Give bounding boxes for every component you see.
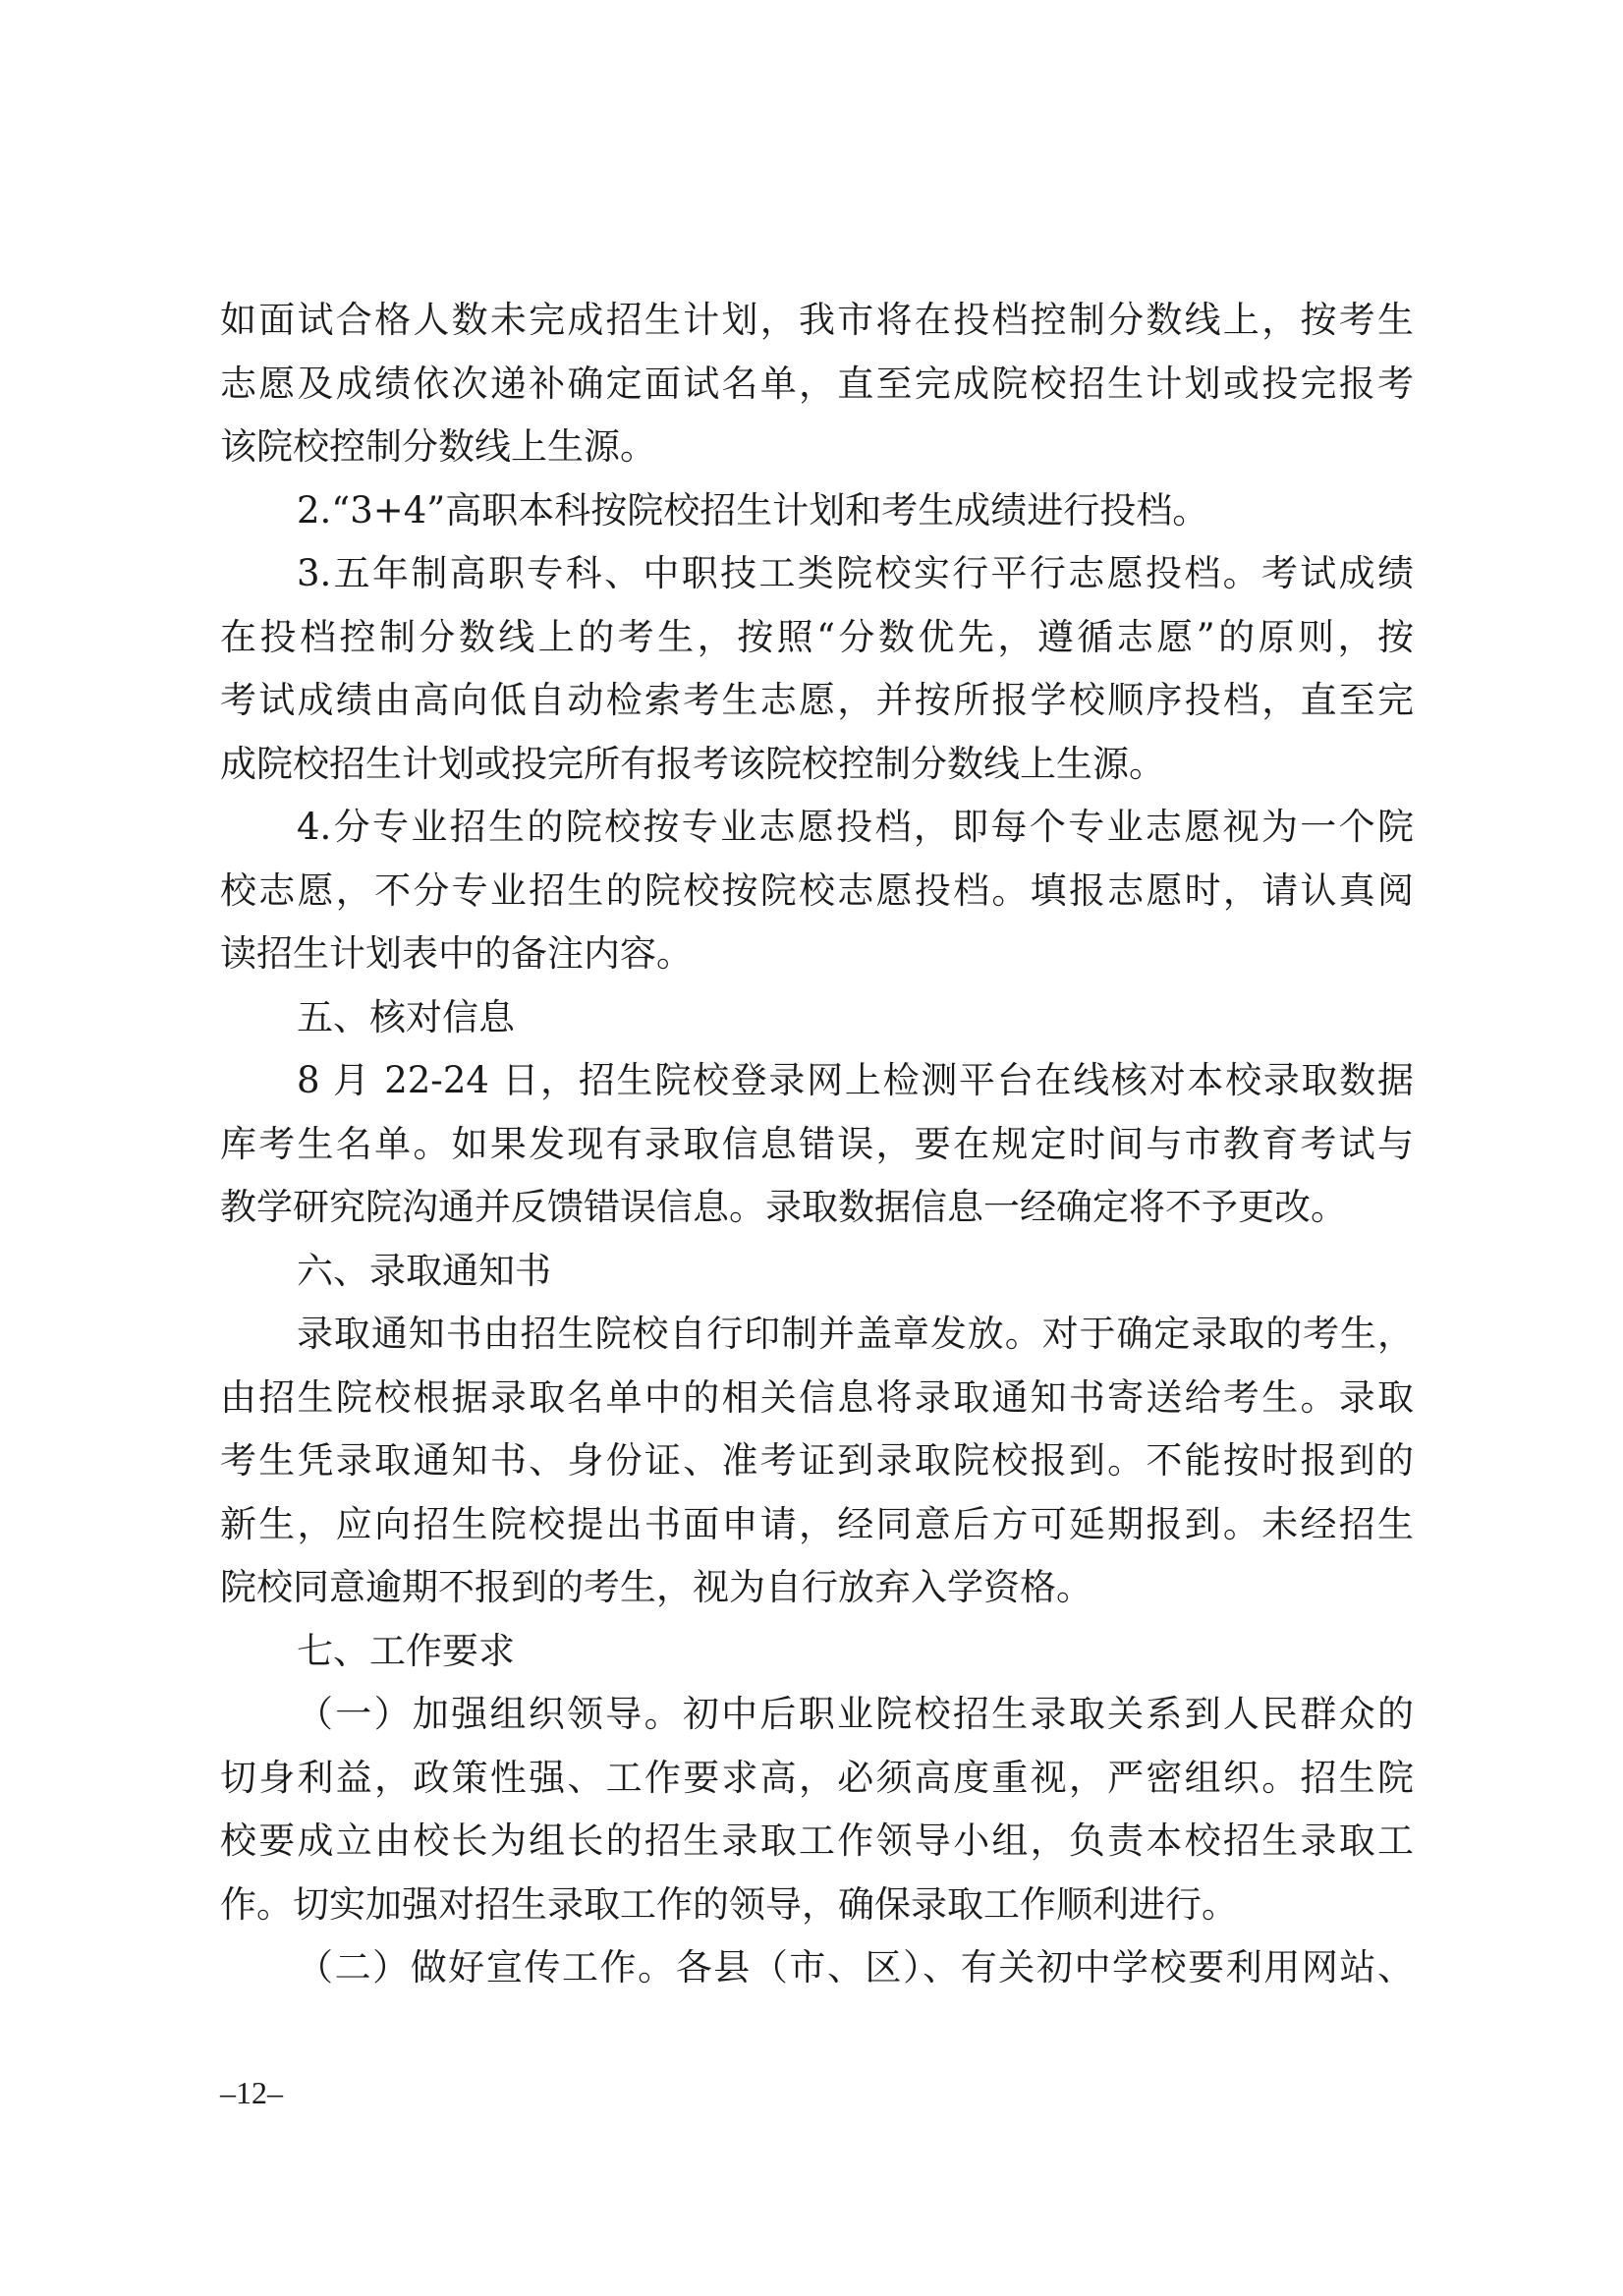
- paragraph-line: 由招生院校根据录取名单中的相关信息将录取通知书寄送给考生。录取: [220, 1375, 1414, 1419]
- paragraph-line: 如面试合格人数未完成招生计划，我市将在投档控制分数线上，按考生: [220, 299, 1414, 341]
- paragraph-line: 作。切实加强对招生录取工作的领导，确保录取工作顺利进行。: [220, 1882, 1238, 1926]
- paragraph-line: 4.分专业招生的院校按专业志愿投档，即每个专业志愿视为一个院: [297, 806, 1414, 848]
- paragraph-line: 校要成立由校长为组长的招生录取工作领导小组，负责本校招生录取工: [220, 1820, 1414, 1862]
- paragraph-line: 在投档控制分数线上的考生，按照“分数优先，遵循志愿”的原则，按: [220, 615, 1414, 658]
- page-number: –12–: [220, 2075, 283, 2110]
- section-heading-admission-notice: 六、录取通知书: [297, 1249, 551, 1292]
- section-heading-verify-info: 五、核对信息: [297, 995, 515, 1038]
- paragraph-line: 新生，应向招生院校提出书面申请，经同意后方可延期报到。未经招生: [220, 1502, 1414, 1545]
- paragraph-line: 2.“3+4”高职本科按院校招生计划和考生成绩进行投档。: [297, 488, 1209, 532]
- paragraph-line: 教学研究院沟通并反馈错误信息。录取数据信息一经确定将不予更改。: [220, 1186, 1347, 1228]
- paragraph-line: 志愿及成绩依次递补确定面试名单，直至完成院校招生计划或投完报考: [220, 362, 1414, 405]
- paragraph-line: 校志愿，不分专业招生的院校按院校志愿投档。填报志愿时，请认真阅: [220, 868, 1414, 912]
- paragraph-line: 3.五年制高职专科、中职技工类院校实行平行志愿投档。考试成绩: [297, 552, 1414, 594]
- paragraph-line: 成院校招生计划或投完所有报考该院校控制分数线上生源。: [220, 742, 1165, 785]
- paragraph-line: 读招生计划表中的备注内容。: [220, 932, 693, 975]
- paragraph-line: 切身利益，政策性强、工作要求高，必须高度重视，严密组织。招生院: [220, 1756, 1414, 1799]
- paragraph-line: 库考生名单。如果发现有录取信息错误，要在规定时间与市教育考试与: [220, 1122, 1414, 1165]
- paragraph-line: 考生凭录取通知书、身份证、准考证到录取院校报到。不能按时报到的: [220, 1439, 1414, 1482]
- paragraph-line: （二）做好宣传工作。各县（市、区）、有关初中学校要利用网站、: [297, 1946, 1414, 1988]
- paragraph-line: 考试成绩由高向低自动检索考生志愿，并按所报学校顺序投档，直至完: [220, 679, 1414, 721]
- paragraph-line: 院校同意逾期不报到的考生，视为自行放弃入学资格。: [220, 1566, 1092, 1608]
- paragraph-line: （一）加强组织领导。初中后职业院校招生录取关系到人民群众的: [297, 1693, 1414, 1735]
- paragraph-line: 录取通知书由招生院校自行印制并盖章发放。对于确定录取的考生，: [297, 1313, 1414, 1355]
- paragraph-line: 该院校控制分数线上生源。: [220, 425, 656, 468]
- paragraph-line: 8 月 22-24 日，招生院校登录网上检测平台在线核对本校录取数据: [297, 1059, 1414, 1101]
- section-heading-work-requirements: 七、工作要求: [297, 1629, 515, 1672]
- document-body: [220, 289, 1414, 2000]
